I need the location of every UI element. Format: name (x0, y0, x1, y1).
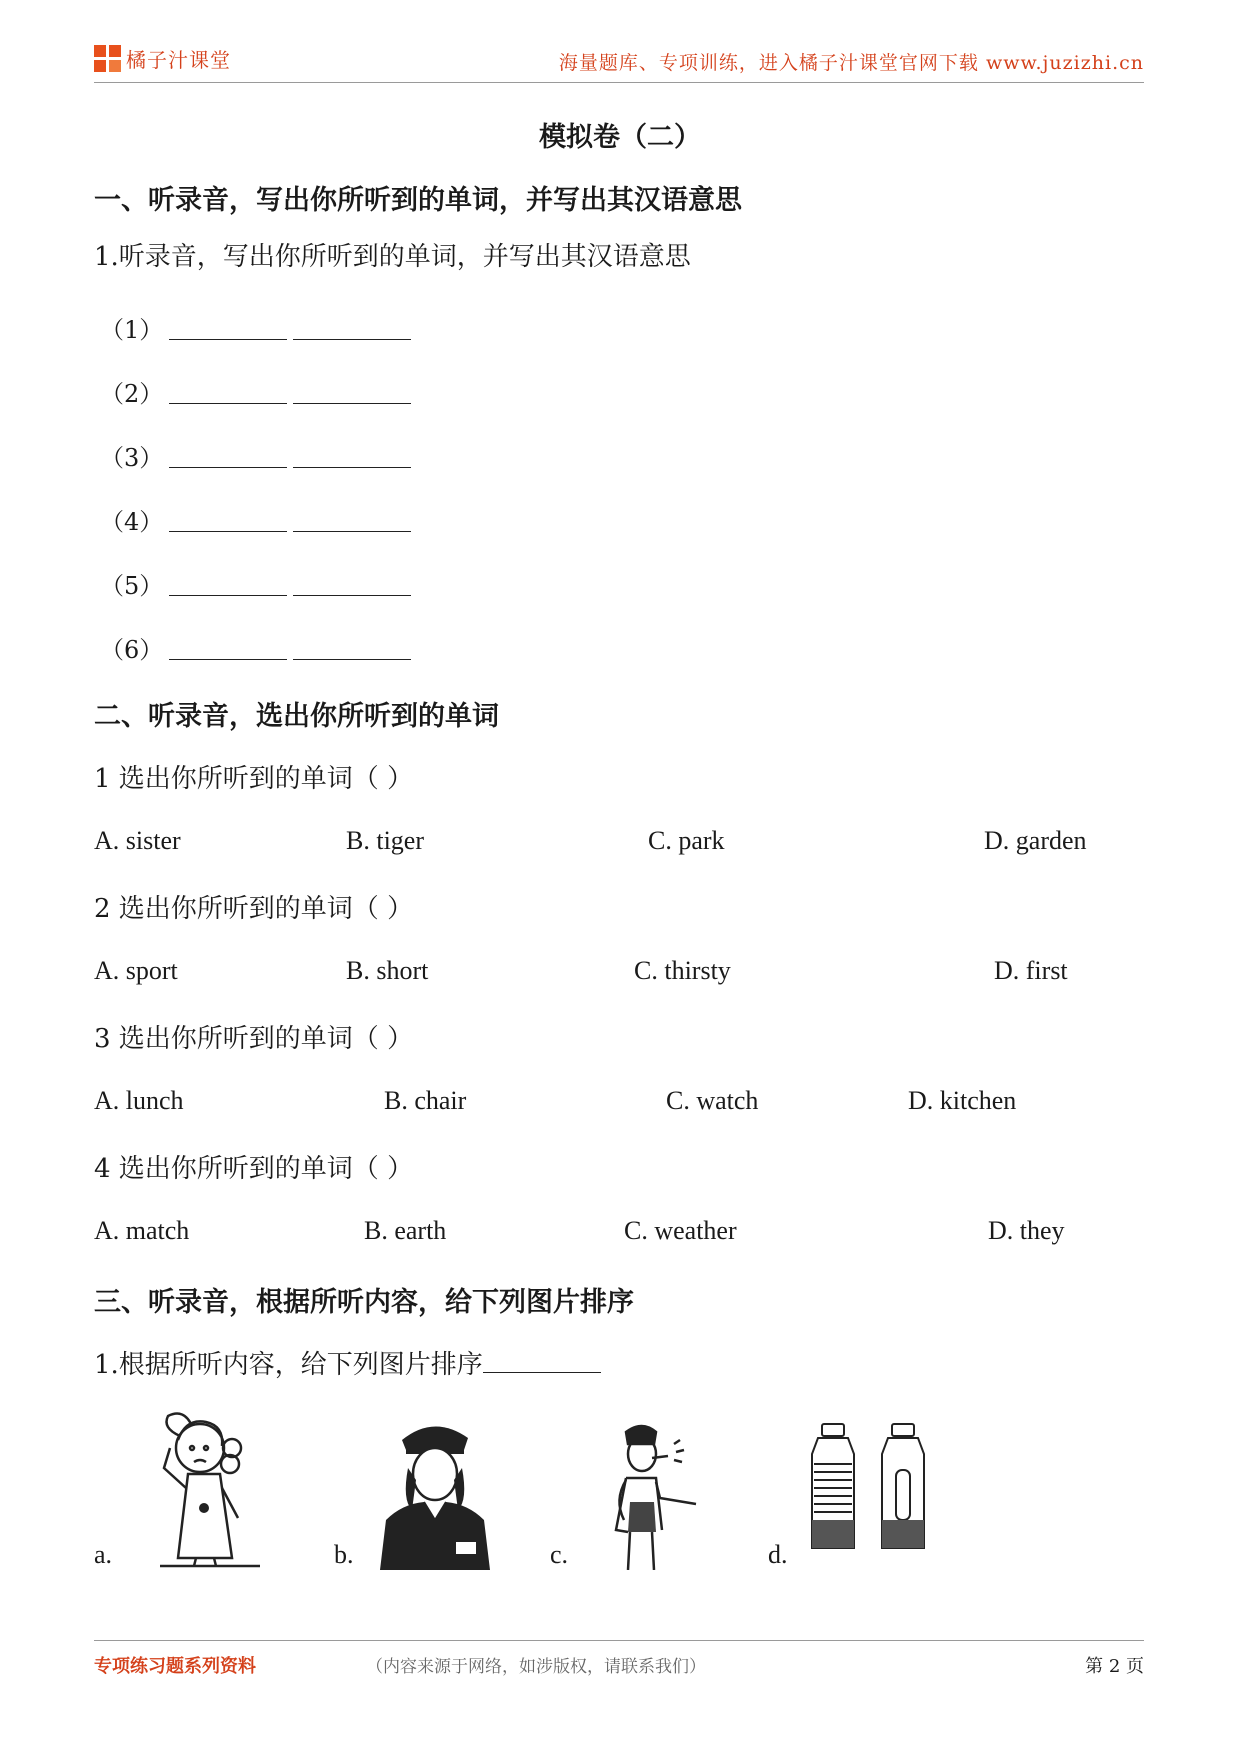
q3-option-d[interactable]: D. kitchen (908, 1086, 1017, 1115)
ordering-answer-blank[interactable] (483, 1348, 601, 1373)
section2-heading: 二、听录音，选出你所听到的单词 (94, 701, 499, 732)
blank-row-label: （6） (100, 636, 164, 664)
picture-c-label: c. (550, 1540, 569, 1569)
footer-divider (94, 1640, 1144, 1641)
section1-heading: 一、听录音，写出你所听到的单词，并写出其汉语意思 (94, 185, 742, 216)
page-title: 模拟卷（二） (539, 122, 701, 153)
q4-option-d[interactable]: D. they (988, 1216, 1065, 1245)
q2-option-c[interactable]: C. thirsty (634, 956, 731, 985)
blank-row-label: （2） (100, 380, 164, 408)
section3-question-text: 1.根据所听内容，给下列图片排序 (94, 1350, 483, 1380)
blank-row-label: （3） (100, 444, 164, 472)
girl-touching-head-icon (140, 1408, 285, 1568)
blank-row-3 (100, 438, 411, 473)
question-4-stem: 4 选出你所听到的单词（ ） (94, 1154, 414, 1184)
section3-question (94, 1344, 601, 1381)
boy-coughing-icon (596, 1420, 711, 1570)
q2-option-d[interactable]: D. first (994, 956, 1068, 985)
header-slogan: 海量题库、专项训练，进入橘子汁课堂官网下载 www.juzizhi.cn (558, 52, 1144, 74)
q4-option-b[interactable]: B. earth (364, 1216, 447, 1245)
question-1-stem: 1 选出你所听到的单词（ ） (94, 764, 414, 794)
meaning-blank[interactable] (293, 315, 411, 340)
meaning-blank[interactable] (293, 507, 411, 532)
meaning-blank[interactable] (293, 635, 411, 660)
picture-d-label: d. (768, 1540, 788, 1569)
blank-row-2 (100, 374, 411, 409)
brand-logo-icon (94, 45, 122, 73)
header-divider (94, 82, 1144, 83)
section1-question: 1.听录音，写出你所听到的单词，并写出其汉语意思 (94, 242, 691, 272)
question-2-stem: 2 选出你所听到的单词（ ） (94, 894, 414, 924)
q3-option-b[interactable]: B. chair (384, 1086, 467, 1115)
picture-b-label: b. (334, 1540, 354, 1569)
q4-option-a[interactable]: A. match (94, 1216, 190, 1245)
blank-row-label: （1） (100, 316, 164, 344)
meaning-blank[interactable] (293, 571, 411, 596)
blank-row-5 (100, 566, 411, 601)
word-blank[interactable] (169, 571, 287, 596)
word-blank[interactable] (169, 443, 287, 468)
word-blank[interactable] (169, 635, 287, 660)
q1-option-d[interactable]: D. garden (984, 826, 1087, 855)
question-3-stem: 3 选出你所听到的单词（ ） (94, 1024, 414, 1054)
q1-option-c[interactable]: C. park (648, 826, 725, 855)
brand-name: 橘子汁课堂 (126, 48, 231, 72)
q2-option-a[interactable]: A. sport (94, 956, 178, 985)
blank-row-4 (100, 502, 411, 537)
q3-option-a[interactable]: A. lunch (94, 1086, 184, 1115)
meaning-blank[interactable] (293, 443, 411, 468)
q1-option-b[interactable]: B. tiger (346, 826, 424, 855)
footer-copyright-note: （内容来源于网络，如涉版权，请联系我们） (366, 1657, 706, 1677)
q4-option-c[interactable]: C. weather (624, 1216, 737, 1245)
blank-row-label: （4） (100, 508, 164, 536)
blank-row-6 (100, 630, 411, 665)
word-blank[interactable] (169, 507, 287, 532)
picture-a-label: a. (94, 1540, 113, 1569)
bottles-icon (808, 1420, 943, 1555)
blank-row-1 (100, 310, 411, 345)
q3-option-c[interactable]: C. watch (666, 1086, 759, 1115)
q1-option-a[interactable]: A. sister (94, 826, 181, 855)
brand-logo (94, 44, 231, 73)
blank-row-label: （5） (100, 572, 164, 600)
footer-page-number: 第 2 页 (1085, 1656, 1144, 1677)
word-blank[interactable] (169, 379, 287, 404)
footer-series-label: 专项练习题系列资料 (94, 1656, 256, 1677)
police-officer-icon (372, 1410, 497, 1570)
q2-option-b[interactable]: B. short (346, 956, 429, 985)
word-blank[interactable] (169, 315, 287, 340)
meaning-blank[interactable] (293, 379, 411, 404)
section3-heading: 三、听录音，根据所听内容，给下列图片排序 (94, 1287, 634, 1318)
